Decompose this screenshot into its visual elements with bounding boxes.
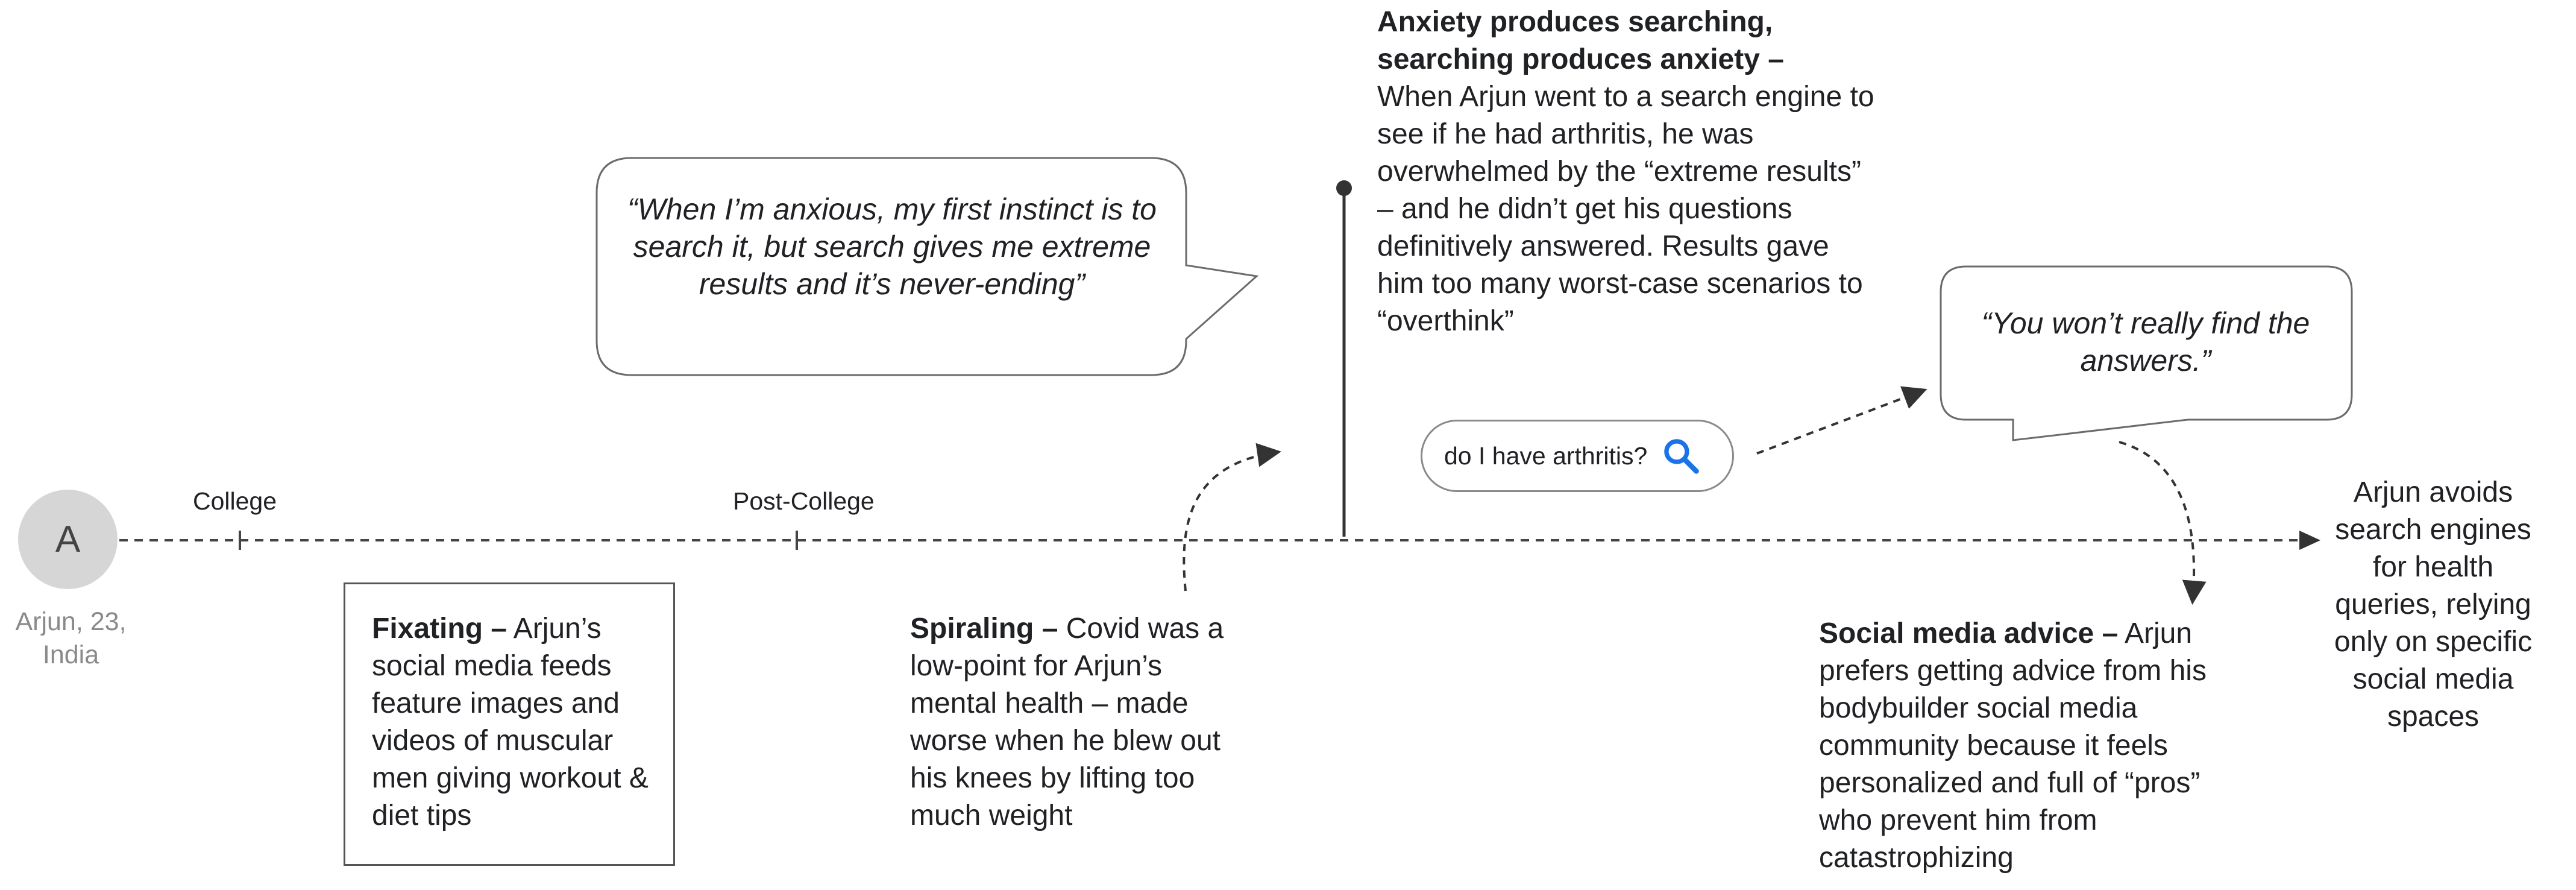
spiraling-title: Spiraling –: [910, 613, 1058, 645]
avatar-letter: A: [55, 519, 81, 560]
avatar: [18, 490, 118, 589]
stage-label-post-college: Post-College: [733, 487, 875, 515]
anxiety-event: [1377, 4, 1883, 340]
quote-text-2: “You won’t really find the answers.”: [1981, 306, 2310, 377]
search-query-text: do I have arthritis?: [1444, 441, 1648, 470]
quote-to-social-arrow: [2119, 442, 2194, 600]
timeline-arrowhead: [2299, 531, 2320, 550]
fixating-title: Fixating –: [372, 613, 507, 645]
persona-location: India: [42, 640, 99, 669]
search-icon: [1660, 435, 1701, 476]
anxiety-marker-dot: [1336, 180, 1352, 196]
social-title: Social media advice –: [1819, 617, 2119, 649]
fixating-event: [372, 610, 655, 835]
spiraling-arrow: [1184, 452, 1277, 591]
persona-caption: [0, 605, 142, 672]
social-media-event: [1819, 615, 2259, 877]
stage-label-college: College: [193, 487, 277, 515]
persona-name-age: Arjun, 23,: [15, 607, 127, 636]
anxiety-body: When Arjun went to a search engine to see if he had arthritis, he was overwhelmed by the “extreme results” – and he didn’t get his questions definitively answered. Results gave him too many worst-case scenarios to “overthink”: [1377, 81, 1874, 337]
search-query-box: [1421, 420, 1734, 492]
search-to-quote-arrow: [1757, 391, 1923, 453]
social-body: Arjun prefers getting advice from his bodybuilder social media community because it feels personalized and full of “pros” who prevent him from catastrophizing: [1819, 617, 2207, 874]
fixating-body: Arjun’s social media feeds feature images and videos of muscular men giving workout & diet tips: [372, 613, 649, 832]
quote-text-1: “When I’m anxious, my first instinct is to search it, but search gives me extreme results and it’s never-ending”: [627, 192, 1157, 301]
outcome-text: Arjun avoids search engines for health queries, relying only on specific social media spaces: [2334, 476, 2533, 733]
spiraling-body: Covid was a low-point for Arjun’s mental health – made worse when he blew out his knees by lifting too much weight: [910, 613, 1224, 832]
anxiety-title: Anxiety produces searching, searching produces anxiety –: [1377, 6, 1784, 75]
spiraling-event: [910, 610, 1230, 835]
